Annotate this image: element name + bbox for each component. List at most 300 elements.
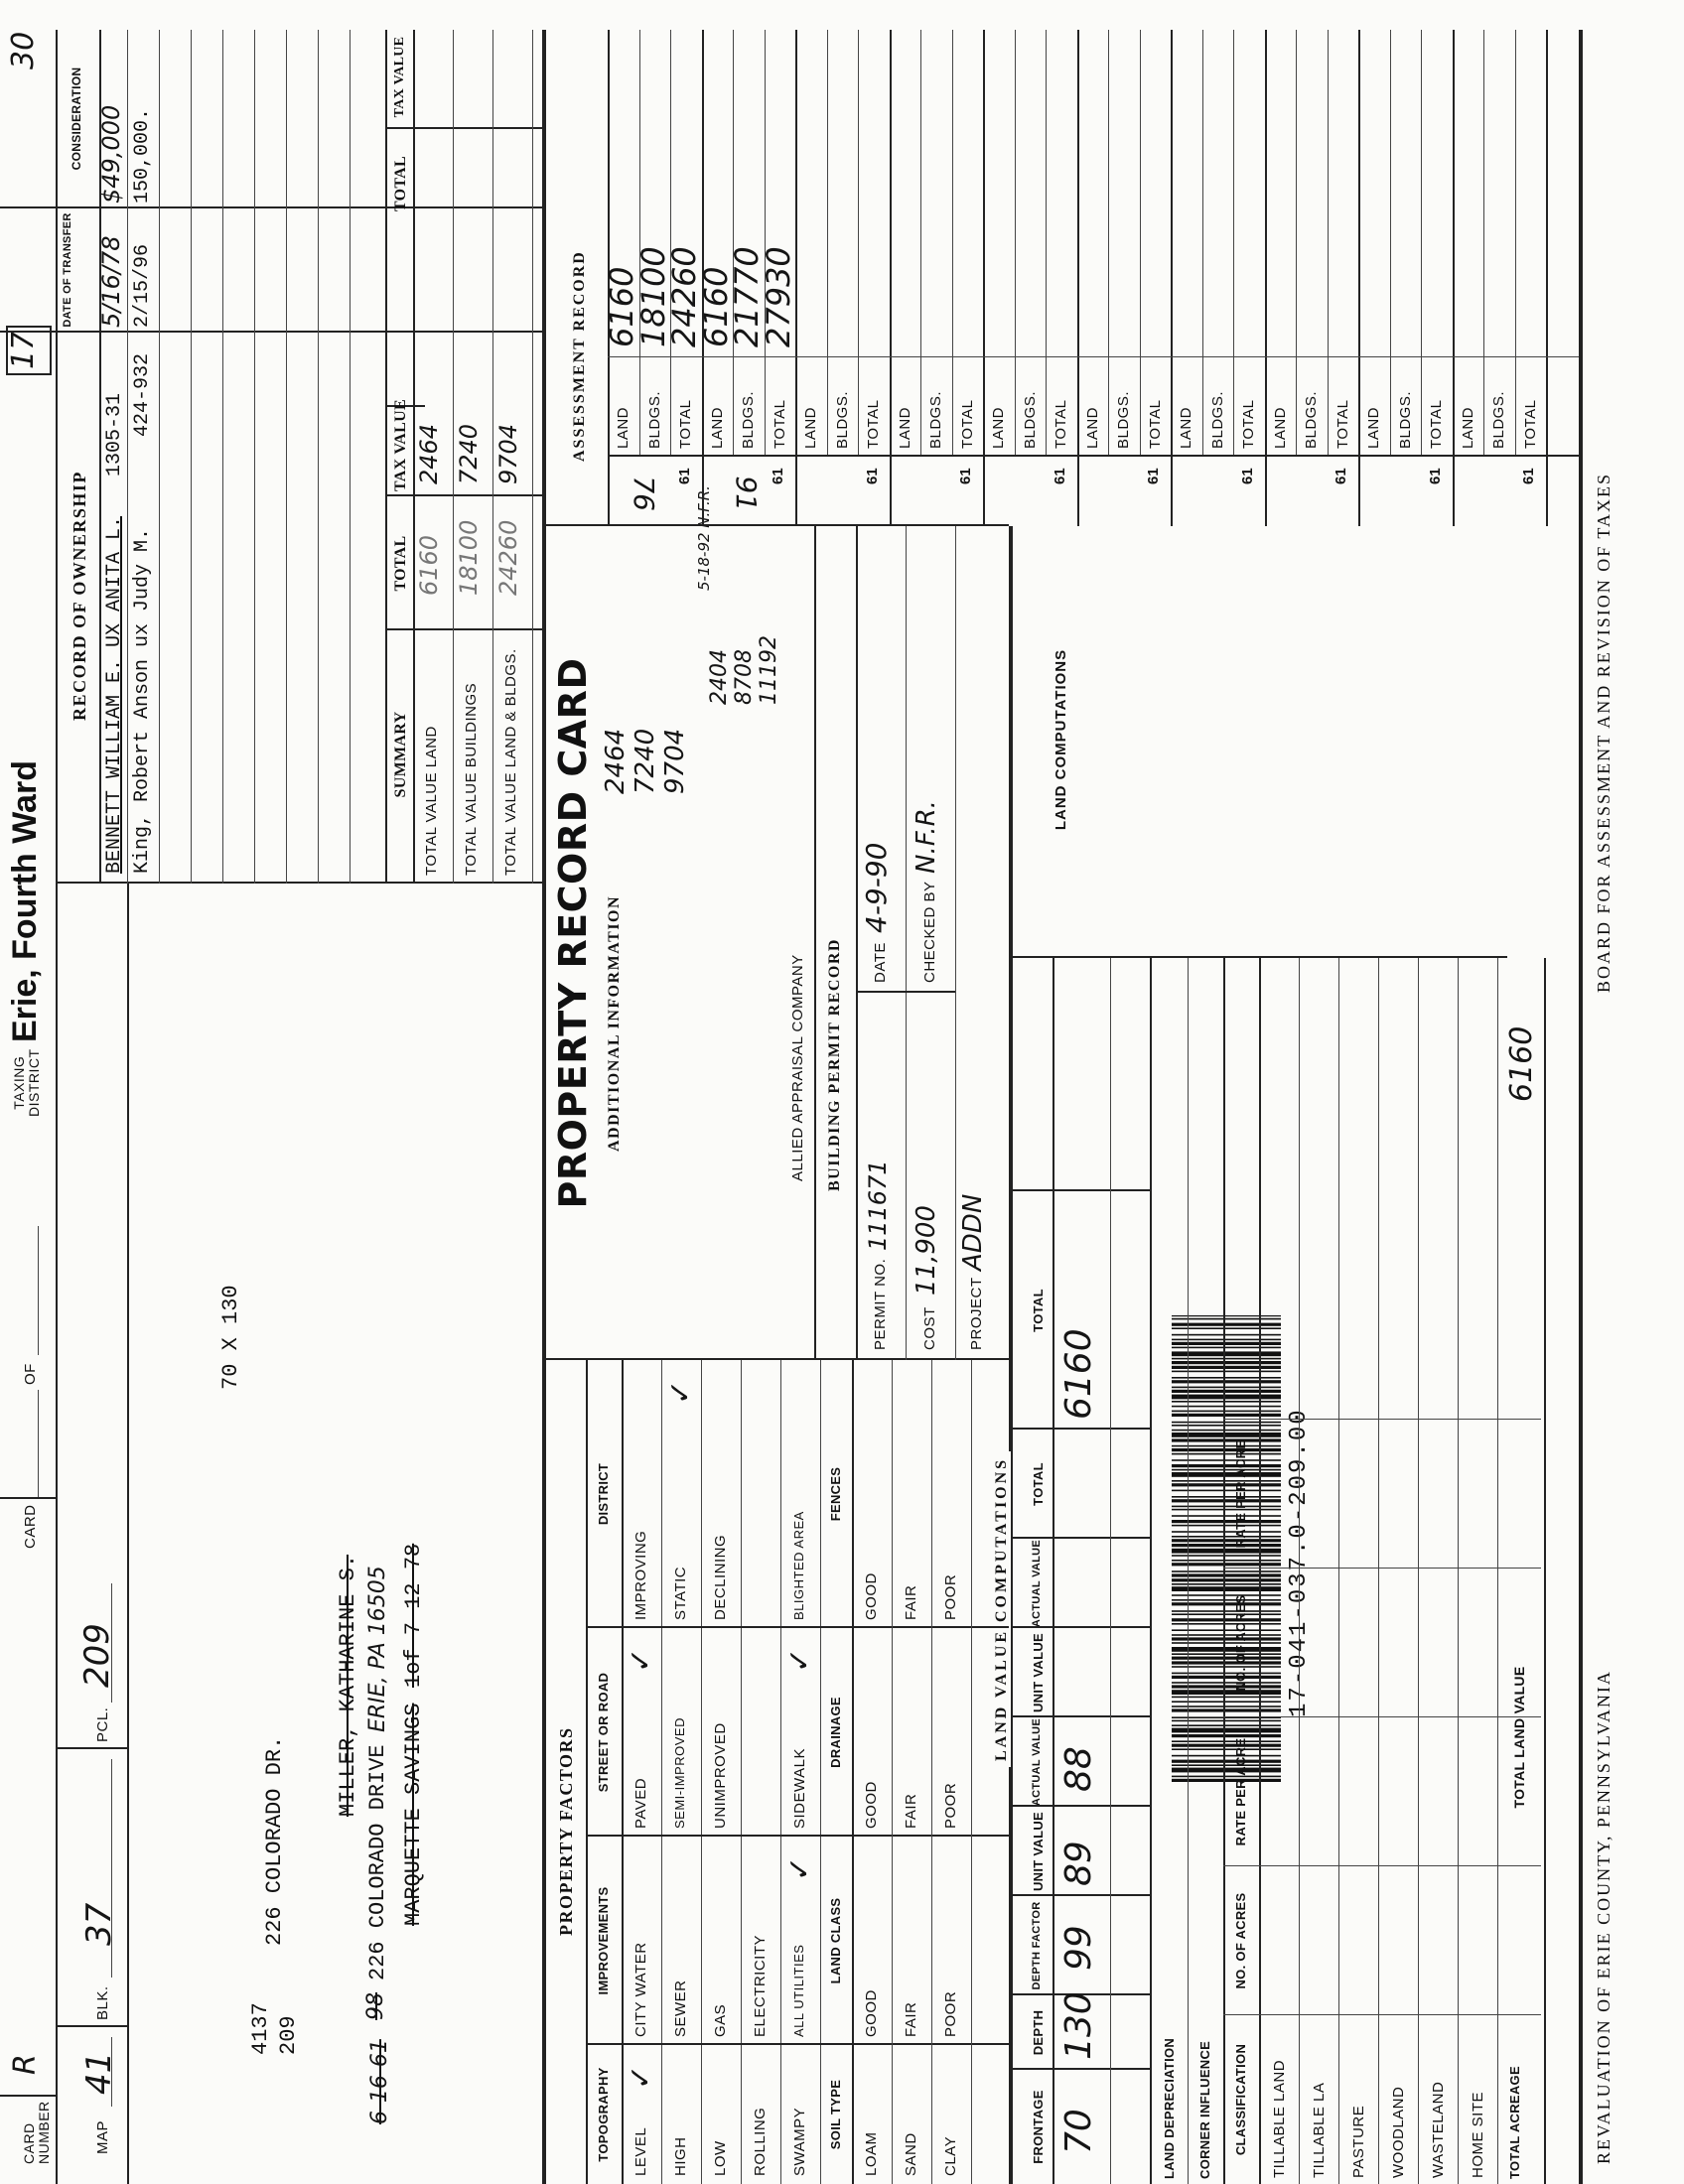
permit-title: BUILDING PERMIT RECORD — [826, 938, 843, 1191]
prior-owner-name: MILLER, KATHARINE S. — [336, 1554, 360, 1817]
pcl-value: 209 — [77, 1623, 117, 1688]
factor-item: UNIMPROVED — [712, 1722, 729, 1829]
prior-owner-city: ERIE, PA 16505 — [365, 1566, 390, 1732]
additional-value-6: 11192 — [757, 635, 781, 705]
acreage-col-line — [1223, 1419, 1541, 1420]
assessment-row-label: BLDGS. — [1303, 390, 1320, 449]
assessment-row-label: BLDGS. — [1208, 390, 1226, 449]
factor-row-line — [780, 1360, 781, 2184]
factor-item-2: LOAM — [863, 2131, 880, 2176]
assessment-row-label: LAND — [615, 406, 632, 449]
additional-date-note: 5-18-92 N.F.R. — [695, 485, 713, 591]
ownership-row-line — [191, 30, 192, 884]
date-of-transfer-label: DATE OF TRANSFER — [62, 212, 73, 328]
land-col-line — [1011, 1715, 1150, 1717]
assessment-col-line — [608, 455, 1579, 457]
permit-cost: 11,900 — [912, 1205, 941, 1296]
ownership-ref: 424-932 — [131, 352, 154, 437]
factor-item: HIGH — [672, 2136, 689, 2176]
assessment-value: 18100 — [633, 246, 672, 347]
land-value-frontage: 70 — [1058, 2109, 1099, 2154]
factor-item: ALL UTILITIES — [791, 1944, 806, 2037]
ward-box — [6, 326, 52, 375]
assessment-row-label: BLDGS. — [645, 390, 663, 449]
ownership-row-line — [286, 30, 287, 884]
summary-row-line — [453, 30, 454, 884]
factor-col-line — [586, 1835, 1009, 1837]
land-row-line — [1458, 958, 1459, 2184]
factor-row-line — [661, 1360, 662, 2184]
header-divider — [0, 2095, 56, 2097]
assessment-row-line — [827, 30, 828, 457]
land-row-line — [1259, 958, 1261, 2184]
assessment-row-label: LAND — [896, 406, 913, 449]
header-divider — [0, 1497, 56, 1499]
property-address: 226 COLORADO DR. — [262, 1735, 287, 1946]
land-section-line — [1009, 526, 1013, 2184]
classification-item: WOODLAND — [1390, 2086, 1407, 2178]
factor-header: DISTRICT — [596, 1462, 611, 1526]
assessment-row-label: BLDGS. — [1115, 390, 1132, 449]
assessment-year: 61 — [1426, 468, 1444, 484]
summary-row-total: 18100 — [455, 519, 483, 596]
land-row-line — [1378, 958, 1379, 2184]
assessment-row-line — [1515, 30, 1516, 457]
factor-row-line-2 — [971, 1360, 972, 2184]
assessment-row-line — [1390, 30, 1391, 457]
land-header: ACTUAL VALUE — [1031, 1539, 1043, 1628]
land-depreciation-label: LAND DEPRECIATION — [1162, 2037, 1177, 2179]
summary-col — [385, 628, 542, 630]
property-code-2: 209 — [276, 2015, 301, 2055]
header-line — [56, 30, 58, 2184]
ownership-date: 2/15/96 — [131, 243, 154, 328]
assessment-row-label: TOTAL — [677, 399, 694, 449]
card-number-label: CARD NUMBER — [21, 2101, 52, 2164]
assessment-row-line — [1421, 30, 1422, 457]
factor-item-2: POOR — [942, 1782, 959, 1829]
assessment-group-line — [1546, 30, 1548, 526]
footer-line — [1579, 30, 1583, 2184]
land-header: FRONTAGE — [1031, 2090, 1046, 2164]
ownership-row-line — [127, 30, 128, 884]
assessment-row-line — [1296, 30, 1297, 457]
permit-checked-label: CHECKED BY — [921, 881, 938, 983]
factor-item: LEVEL — [632, 2126, 649, 2176]
assessment-row-label: TOTAL — [1146, 399, 1164, 449]
factor-item: LOW — [712, 2140, 729, 2176]
acreage-header: CLASSIFICATION — [1233, 2043, 1248, 2156]
land-col-line — [1011, 1626, 1150, 1628]
land-col-line — [1011, 1537, 1150, 1539]
factor-item-2: POOR — [942, 1573, 959, 1620]
land-col-line — [1011, 1428, 1150, 1430]
pcl-label: PCL. — [94, 1706, 111, 1742]
of-label: OF — [22, 1363, 39, 1385]
ownership-consideration: 150,000. — [131, 107, 154, 204]
classification-item: TILLABLE LAND — [1271, 2059, 1288, 2178]
factor-header: TOPOGRAPHY — [596, 2067, 611, 2162]
summary-col — [385, 494, 542, 496]
assessment-year: 61 — [957, 468, 974, 484]
card-blank — [38, 1390, 39, 1499]
corner-influence-label: CORNER INFLUENCE — [1197, 2040, 1212, 2179]
assessment-row-label: TOTAL — [1052, 399, 1069, 449]
blk-divider — [56, 1747, 127, 1749]
assessment-year-mark-76: 76 — [628, 476, 660, 511]
summary-title: SUMMARY — [392, 711, 409, 798]
address-right-divider — [56, 882, 542, 884]
assessment-row-label: LAND — [990, 406, 1007, 449]
factors-title-line — [586, 1360, 588, 2184]
summary-tax-header-2: TAX VALUE — [392, 36, 407, 118]
factor-header: STREET OR ROAD — [596, 1672, 611, 1793]
land-computations-label: LAND COMPUTATIONS — [1052, 648, 1069, 831]
land-header-line — [1052, 958, 1054, 2184]
checkmark-icon: ✓ — [624, 1647, 658, 1673]
assessment-group-line — [1077, 30, 1079, 526]
permit-col — [856, 991, 955, 993]
card-title: PROPERTY RECORD CARD — [551, 657, 595, 1209]
summary-row-line — [492, 30, 493, 884]
checkmark-icon: ✓ — [624, 2064, 658, 2090]
taxing-district-value: Erie, Fourth Ward — [6, 760, 44, 1042]
summary-tax-header: TAX VALUE — [392, 399, 409, 491]
mortgagee: MARQUETTE SAVINGS — [401, 1703, 426, 1926]
land-row-line — [1110, 958, 1111, 2184]
assessment-row-label: TOTAL — [865, 399, 882, 449]
assessment-row-label: BLDGS. — [833, 390, 851, 449]
factor-row-line-2 — [892, 1360, 893, 2184]
assessment-row-line — [1202, 30, 1203, 457]
assessment-year: 61 — [1051, 468, 1068, 484]
assessment-value: 21770 — [728, 246, 766, 347]
ownership-row-line — [159, 30, 160, 884]
acreage-col-line — [1223, 2014, 1541, 2015]
factor-row-line — [701, 1360, 702, 2184]
footer-right: BOARD FOR ASSESSMENT AND REVISION OF TAXES — [1594, 473, 1614, 993]
land-row-line — [1223, 958, 1225, 2184]
factor-item: SEWER — [672, 1979, 689, 2037]
land-row-line — [1418, 958, 1419, 2184]
assessment-year: 61 — [1238, 468, 1256, 484]
assessment-row-label: TOTAL — [1521, 399, 1539, 449]
factor-item: IMPROVING — [632, 1530, 649, 1620]
ownership-date-header — [62, 210, 73, 330]
factors-title: PROPERTY FACTORS — [556, 1726, 576, 1936]
assessment-row-line — [952, 30, 953, 457]
assessment-row-label: TOTAL — [1333, 399, 1351, 449]
assessment-row-label: BLDGS. — [740, 390, 757, 449]
checkmark-icon: ✓ — [782, 1855, 817, 1881]
blk-label: BLK. — [94, 1985, 111, 2020]
acreage-col-line — [1223, 1716, 1541, 1717]
assessment-title: ASSESSMENT RECORD — [571, 250, 588, 462]
assessment-group-line — [890, 30, 892, 526]
land-value-actual-value: 88 — [1058, 1746, 1099, 1792]
factor-item-2: GOOD — [863, 1781, 880, 1829]
assessment-row-line — [1140, 30, 1141, 457]
assessment-row-line — [1328, 30, 1329, 457]
permit-date: 4-9-90 — [860, 842, 893, 933]
additional-value-3: 9704 — [660, 728, 690, 794]
additional-value-2: 7240 — [631, 728, 660, 794]
summary-row-label: TOTAL VALUE BUILDINGS — [463, 682, 480, 876]
factor-item: PAVED — [632, 1777, 649, 1829]
permit-checked-by: N.F.R. — [912, 800, 941, 874]
assessment-year: 61 — [1520, 468, 1537, 484]
land-value-total: 6160 — [1058, 1328, 1099, 1420]
assessment-value: 27930 — [759, 246, 797, 347]
assessment-row-label: BLDGS. — [927, 390, 944, 449]
property-code-1: 4137 — [248, 2002, 273, 2055]
ownership-row-line — [254, 30, 255, 884]
assessment-value: 6160 — [603, 266, 640, 347]
ownership-title: RECORD OF OWNERSHIP — [70, 471, 89, 721]
classification-item: PASTURE — [1350, 2105, 1367, 2178]
permit-header-line — [856, 526, 858, 1360]
ownership-owner: BENNETT WILLIAM E. UX ANITA L. — [103, 515, 126, 874]
card-label: CARD — [22, 1504, 39, 1549]
additional-value-5: 8708 — [732, 649, 757, 705]
assessment-year-mark-91: 91 — [730, 476, 763, 511]
assessment-row-label: LAND — [1178, 406, 1194, 449]
factor-item-2: CLAY — [942, 2135, 959, 2176]
property-dimensions: 70 X 130 — [218, 1285, 243, 1390]
assessment-row-label: LAND — [802, 406, 819, 449]
assessment-row-label: BLDGS. — [1490, 390, 1507, 449]
ownership-row-line — [222, 30, 223, 884]
assessment-year: 61 — [1145, 468, 1162, 484]
factor-item-2: FAIR — [903, 2001, 919, 2037]
factor-header: IMPROVEMENTS — [596, 1886, 611, 1995]
prior-owner-code: 98 — [363, 1992, 388, 2020]
assessment-row-label: TOTAL — [771, 399, 788, 449]
land-row-line — [1299, 958, 1300, 2184]
assessment-row-line — [1046, 30, 1047, 457]
factor-col-line — [586, 2043, 1009, 2045]
land-row-line — [1338, 958, 1339, 2184]
factor-header-2: FENCES — [828, 1466, 843, 1522]
assessment-row-label: TOTAL — [1240, 399, 1257, 449]
permit-row-line — [955, 526, 956, 1360]
ownership-date: 5/16/78 — [97, 235, 125, 328]
factor-item-2: GOOD — [863, 1572, 880, 1620]
assessment-row-label: TOTAL — [958, 399, 976, 449]
classification-item: HOME SITE — [1470, 2091, 1486, 2178]
prior-owner-street: 226 COLORADO DRIVE — [365, 1744, 390, 1980]
barcode-text: 17-041-037.0-209.00 — [1286, 1408, 1313, 1717]
assessment-row-label: TOTAL — [1428, 399, 1445, 449]
land-col-line — [1011, 1894, 1150, 1896]
factor-row-line — [820, 1360, 821, 2184]
of-blank — [38, 1226, 39, 1355]
factor-item: DECLINING — [712, 1534, 729, 1620]
assessment-row-label: LAND — [1365, 406, 1382, 449]
map-divider — [56, 2025, 127, 2027]
mortgagee-note: 1of 7-12-78 — [401, 1543, 426, 1688]
factor-item: SIDEWALK — [791, 1748, 808, 1829]
assessment-year: 61 — [770, 468, 786, 484]
assessment-group-line — [1453, 30, 1455, 526]
factor-row-line — [741, 1360, 742, 2184]
map-row-line — [127, 884, 129, 2184]
permit-top-line — [814, 526, 816, 1360]
assessment-row-line — [765, 30, 766, 457]
page-number: 30 — [6, 31, 41, 69]
checkmark-icon: ✓ — [663, 1379, 698, 1405]
ownership-consideration: $49,000 — [97, 104, 125, 204]
acreage-header: NO. OF ACRES — [1233, 1892, 1248, 1989]
factors-header-line — [622, 1360, 624, 2184]
assessment-value: 6160 — [696, 266, 735, 347]
land-header: ACTUAL VALUE — [1031, 1717, 1043, 1807]
permit-no-label: PERMIT NO. — [872, 1258, 889, 1350]
assessment-group-line — [1171, 30, 1173, 526]
info-right-divider — [542, 524, 1009, 526]
summary-top-line — [385, 30, 387, 884]
assessment-row-line — [1483, 30, 1484, 457]
ownership-row-line — [318, 30, 319, 884]
land-row-line — [1188, 958, 1189, 2184]
land-row-line — [1497, 958, 1498, 2184]
acreage-header: RATE PER ACRE — [1233, 1439, 1248, 1549]
assessment-row-label: BLDGS. — [1021, 390, 1039, 449]
additional-title: ADDITIONAL INFORMATION — [606, 894, 623, 1152]
factor-item: SWAMPY — [791, 2107, 808, 2176]
ownership-owner: King, Robert Anson ux Judy M. — [131, 527, 154, 874]
assessment-group-line — [1265, 30, 1267, 526]
land-header: DEPTH — [1031, 2009, 1046, 2056]
acreage-header: RATE PER ACRE — [1233, 1737, 1248, 1846]
permit-row-line — [906, 526, 907, 1360]
factor-header-2: LAND CLASS — [828, 1897, 843, 1984]
land-header: UNIT VALUE — [1031, 1811, 1046, 1892]
additional-value-4: 2404 — [707, 649, 732, 705]
factor-item: STATIC — [672, 1566, 689, 1620]
checkmark-icon: ✓ — [782, 1647, 817, 1673]
classification-item: TILLABLE LA — [1311, 2082, 1328, 2178]
land-col-line — [1011, 1189, 1150, 1191]
assessment-value: 24260 — [665, 246, 703, 347]
land-value-title: LAND VALUE COMPUTATIONS — [993, 1451, 1011, 1767]
ownership-ref: 1305-31 — [103, 392, 126, 477]
assessment-year: 61 — [675, 468, 693, 484]
acreage-col-line — [1223, 1568, 1541, 1569]
ownership-date-col — [0, 331, 542, 333]
summary-row-tax: 2464 — [415, 423, 443, 484]
assessment-group-line — [983, 30, 985, 526]
map-label: MAP — [94, 2119, 111, 2154]
assessment-group-line — [1358, 30, 1360, 526]
permit-date-label: DATE — [872, 942, 889, 983]
assessment-col-line — [608, 356, 1579, 357]
land-header: TOTAL — [1031, 1289, 1046, 1332]
factor-header-2: DRAINAGE — [828, 1697, 843, 1768]
factor-item-2: FAIR — [903, 1793, 919, 1829]
land-col-line — [1011, 2068, 1150, 2070]
assessment-row-line — [858, 30, 859, 457]
land-value-depth: 130 — [1058, 1991, 1099, 2060]
factor-item: GAS — [712, 2003, 729, 2037]
factors-right-divider — [542, 1358, 1009, 1360]
factors-header-line-2 — [852, 1360, 854, 2184]
summary-row-tax: 7240 — [455, 423, 483, 484]
footer-left: REVALUATION OF ERIE COUNTY, PENNSYLVANIA — [1594, 1670, 1614, 2164]
land-value-unit-value: 89 — [1058, 1841, 1099, 1886]
appraisal-company: ALLIED APPRAISAL COMPANY — [789, 954, 806, 1181]
map-value: 41 — [79, 2051, 119, 2095]
ownership-row-line — [350, 30, 351, 884]
factor-col-line — [586, 1626, 1009, 1628]
assessment-group-line — [795, 30, 797, 526]
assessment-row-label: BLDGS. — [1396, 390, 1414, 449]
land-row-line — [1150, 958, 1152, 2184]
classification-item: WASTELAND — [1430, 2081, 1447, 2178]
summary-row-label: TOTAL VALUE LAND — [423, 726, 440, 876]
permit-project-label: PROJECT — [968, 1277, 985, 1350]
summary-total-header: TOTAL — [392, 535, 409, 592]
permit-cost-label: COST — [921, 1306, 938, 1350]
land-value-depth-factor: 99 — [1058, 1925, 1099, 1971]
summary-row-total: 24260 — [494, 519, 522, 596]
additional-value-1: 2464 — [601, 728, 631, 794]
permit-no: 111671 — [864, 1160, 892, 1251]
land-col-line — [1011, 1805, 1150, 1807]
acreage-col-line — [1223, 1865, 1541, 1866]
factor-item-2: FAIR — [903, 1584, 919, 1620]
factor-header-2: SOIL TYPE — [828, 2079, 843, 2150]
blk-value: 37 — [79, 1902, 119, 1946]
assessment-year: 61 — [863, 468, 881, 484]
assessment-row-line — [1015, 30, 1016, 457]
total-land-value-label: TOTAL LAND VALUE — [1511, 1666, 1527, 1809]
assessment-row-label: LAND — [1083, 406, 1101, 449]
assessment-row-line — [1108, 30, 1109, 457]
assessment-row-label: LAND — [708, 406, 726, 449]
summary-row-total: 6160 — [415, 534, 443, 596]
ownership-consideration-header: CONSIDERATION — [70, 67, 83, 171]
factor-row-line-2 — [931, 1360, 932, 2184]
total-land-line — [1544, 958, 1546, 2184]
factor-item: SEMI-IMPROVED — [672, 1717, 687, 1829]
ward-box-value: 17 — [6, 331, 41, 369]
factor-item-2: GOOD — [863, 1989, 880, 2037]
factor-item: CITY WATER — [632, 1942, 649, 2037]
assessment-row-line — [920, 30, 921, 457]
total-land-value: 6160 — [1504, 1025, 1539, 1102]
assessment-row-label: LAND — [1271, 406, 1289, 449]
factor-item: ELECTRICITY — [752, 1934, 769, 2037]
factor-item: ROLLING — [752, 2107, 769, 2176]
acreage-header: NO. OF ACRES — [1233, 1594, 1248, 1692]
prior-owner-date: 6-16-61 — [367, 2039, 392, 2124]
total-acreage-label: TOTAL ACREAGE — [1507, 2066, 1522, 2179]
card-number-value: R — [8, 2054, 43, 2075]
factor-item-2: SAND — [903, 2132, 919, 2176]
assessment-row-line — [1233, 30, 1234, 457]
ownership-consid-col — [0, 206, 542, 208]
land-header: TOTAL — [1031, 1462, 1046, 1506]
assessment-row-line — [670, 30, 671, 457]
summary-row-label: TOTAL VALUE LAND & BLDGS. — [502, 648, 519, 876]
assessment-row-label: LAND — [1459, 406, 1476, 449]
summary-row-line — [532, 30, 533, 884]
permit-project: ADDN — [958, 1193, 988, 1271]
summary-total-header-2: TOTAL — [392, 155, 409, 212]
assessment-row-line — [639, 30, 640, 457]
factor-item: BLIGHTED AREA — [791, 1511, 806, 1620]
